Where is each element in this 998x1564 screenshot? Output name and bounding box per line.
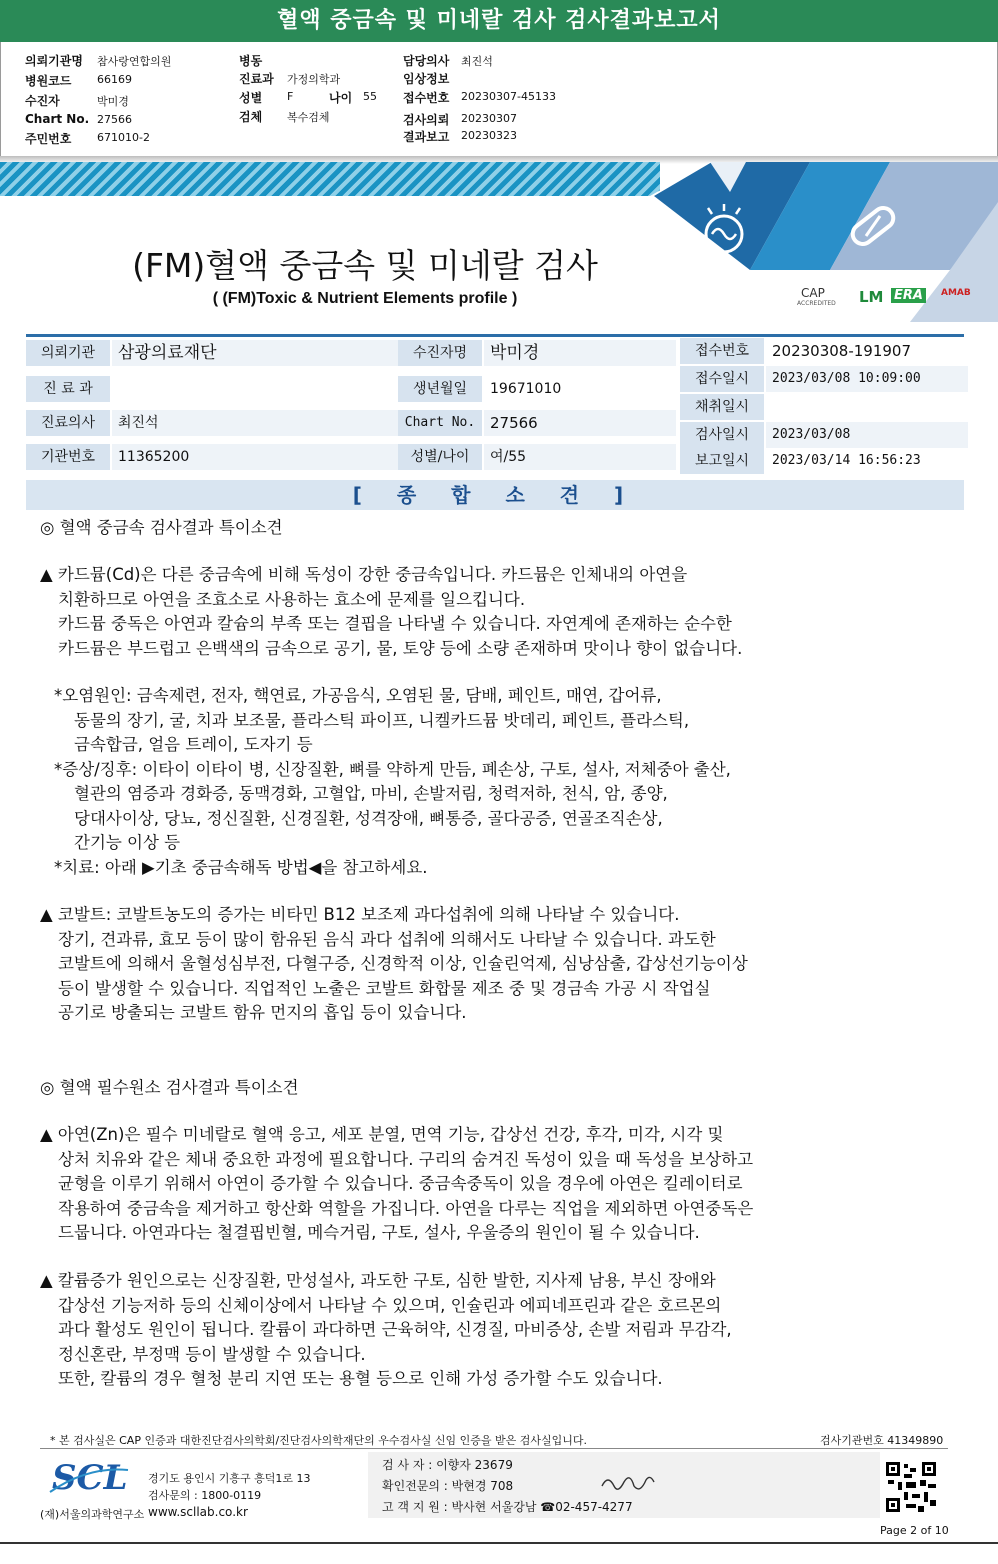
qr-code-icon [884, 1460, 938, 1514]
label-test-date: 검사일시 [680, 422, 764, 448]
top-value: 20230323 [461, 129, 517, 142]
top-label: 진료과 [239, 72, 274, 86]
org-name: (재)서울의과학연구소 [40, 1508, 145, 1521]
potassium-paragraph [40, 1269, 940, 1392]
summary-heading: [ 종 합 소 견 ] [26, 480, 964, 510]
signature-icon [598, 1470, 658, 1496]
text-line: 정신혼란, 부정맥 등이 발생할 수 있습니다. [58, 1344, 366, 1364]
report-banner-title: 혈액 중금속 및 미네랄 검사 검사결과보고서 [0, 0, 998, 42]
text-line: 공기로 방출되는 코발트 함유 먼지의 흡입 등이 있습니다. [58, 1003, 467, 1022]
text-line: ▲ 코발트: 코발트농도의 증가는 비타민 B12 보조제 과다섭취에 의해 나타날 수 있습니다. [40, 905, 680, 924]
value-birth: 19671010 [484, 376, 676, 402]
label-sex-age: 성별/나이 [398, 444, 482, 470]
text-line: 간기능 이상 등 [74, 833, 181, 852]
text-line: 카드뮴 중독은 아연과 칼슘의 부족 또는 결핍을 나타낼 수 있습니다. 자연계에 존재하는 순수한 [58, 614, 732, 633]
era-logo: ERA [891, 288, 926, 303]
value-doctor: 최진석 [112, 410, 398, 436]
text-line: 드뭅니다. 아연과다는 철결핍빈혈, 메슥거림, 구토, 설사, 우울증의 원인이 될 수 있습니다. [58, 1223, 700, 1242]
top-value: 55 [363, 90, 377, 103]
top-label: 성별 [239, 91, 263, 105]
text-line: 코발트에 의해서 울혈성심부전, 다혈구증, 신경학적 이상, 인슐린억제, 심낭삼출, 갑상선기능이상 [58, 954, 748, 973]
text-line: 갑상선 기능저하 등의 신체이상에서 나타날 수 있으며, 인슐린과 에피네프린과 같은 호르몬의 [58, 1295, 722, 1315]
top-label: 임상정보 [403, 72, 450, 86]
text-line: 과다 활성도 원인이 됩니다. 칼륨이 과다하면 근육허약, 신경질, 마비증상, 손발 저림과 무감각, [58, 1320, 732, 1339]
value-test-date: 2023/03/08 [766, 422, 968, 448]
value-receipt-no: 20230308-191907 [766, 338, 968, 364]
inquiry-phone: 검사문의 : 1800-0119 [148, 1489, 262, 1502]
top-label: Chart No. [25, 112, 90, 126]
label-name: 수진자명 [398, 340, 482, 366]
text-line: 장기, 견과류, 효모 등이 많이 함유된 음식 과다 섭취에 의해서도 나타날 수 있습니다. 과도한 [58, 929, 716, 949]
cadmium-paragraph [40, 563, 940, 661]
top-value: 가정의학과 [287, 73, 341, 86]
website-link[interactable]: www.scllab.co.kr [148, 1505, 248, 1519]
text-line: ▲ 칼륨증가 원인으로는 신장질환, 만성설사, 과도한 구토, 심한 발한, 지사제 남용, 부신 장애와 [40, 1271, 716, 1290]
decorative-stripe-band [0, 162, 660, 196]
top-label: 병동 [239, 54, 263, 68]
label-receipt-no: 접수번호 [680, 338, 764, 364]
cadmium-detail [54, 684, 954, 880]
org-address: 경기도 용인시 기흥구 흥덕1로 13 [148, 1472, 311, 1485]
cap-logo: CAP [801, 286, 825, 300]
value-report-date: 2023/03/14 16:56:23 [766, 448, 968, 474]
tester: 검 사 자 : 이향자 23679 [382, 1458, 513, 1472]
top-value: 복수검체 [287, 111, 330, 124]
top-value: 최진석 [461, 55, 493, 68]
label-chart: Chart No. [398, 410, 482, 436]
top-value: 참사랑연합의원 [97, 55, 172, 68]
label-institution: 의뢰기관 [26, 340, 110, 366]
value-sex-age: 여/55 [484, 444, 676, 470]
text-line: *증상/징후: 이타이 이타이 병, 신장질환, 뼈를 약하게 만듬, 폐손상, 구토, 설사, 저체중아 출산, [54, 759, 731, 779]
lab-code: 검사기관번호 41349890 [820, 1434, 944, 1447]
top-value: 박미경 [97, 95, 129, 108]
top-label: 병원코드 [25, 74, 72, 88]
text-line: ▲ 카드뮴(Cd)은 다른 중금속에 비해 독성이 강한 중금속입니다. 카드뮴은 인체내의 아연을 [40, 565, 688, 584]
lm-logo: LM [859, 288, 884, 306]
value-name: 박미경 [484, 340, 676, 366]
label-inst-no: 기관번호 [26, 444, 110, 470]
text-line: 카드뮴은 부드럽고 은백색의 금속으로 공기, 물, 토양 등에 소량 존재하며 맛이나 향이 없습니다. [58, 638, 743, 658]
value-collect-date [766, 394, 968, 420]
text-line: ▲ 아연(Zn)은 필수 미네랄로 혈액 응고, 세포 분열, 면역 기능, 갑상선 건강, 후각, 미각, 시각 및 [40, 1125, 724, 1144]
top-value: 671010-2 [97, 131, 150, 144]
page-number: Page 2 of 10 [880, 1524, 949, 1537]
text-line: 금속합금, 얼음 트레이, 도자기 등 [74, 735, 313, 754]
top-label: 검체 [239, 110, 263, 124]
footer-rule [40, 1448, 948, 1449]
page-title: (FM)혈액 중금속 및 미네랄 검사 [132, 246, 598, 285]
text-line: *오염원인: 금속제련, 전자, 핵연료, 가공음식, 오염된 물, 담배, 페인트, 매연, 갑어류, [54, 686, 662, 705]
text-line: 혈관의 염증과 경화증, 동맥경화, 고혈압, 마비, 손발저림, 청력저하, 천식, 암, 종양, [74, 784, 668, 803]
top-label: 수진자 [25, 94, 60, 108]
label-doctor: 진료의사 [26, 410, 110, 436]
section-essential-elements-title: ◎ 혈액 필수원소 검사결과 특이소견 [40, 1078, 299, 1097]
top-label: 담당의사 [403, 54, 450, 68]
top-label: 주민번호 [25, 132, 72, 146]
value-dept [112, 376, 398, 402]
page-subtitle: ( (FM)Toxic & Nutrient Elements profile ) [212, 290, 518, 307]
top-label: 결과보고 [403, 130, 450, 144]
text-line: *치료: 아래 ▶기초 중금속해독 방법◀을 참고하세요. [54, 857, 428, 877]
text-line: 또한, 칼륨의 경우 혈청 분리 지연 또는 용혈 등으로 인해 가성 증가할 수도 있습니다. [58, 1369, 663, 1388]
label-collect-date: 채취일시 [680, 394, 764, 420]
label-receipt-date: 접수일시 [680, 366, 764, 392]
amab-logo: AMAB [941, 288, 971, 298]
value-chart: 27566 [484, 410, 676, 436]
value-institution: 삼광의료재단 [112, 340, 398, 366]
text-line: 상처 치유와 같은 체내 중요한 과정에 필요합니다. 구리의 숨겨진 독성이 있을 때 독성을 보상하고 [58, 1149, 754, 1169]
accreditation-logos [795, 284, 995, 314]
text-line: 당대사이상, 당뇨, 정신질환, 신경질환, 성격장애, 뼈통증, 골다공증, 연골조직손상, [74, 808, 663, 828]
label-dept: 진 료 과 [26, 376, 110, 402]
zinc-paragraph [40, 1123, 940, 1246]
label-report-date: 보고일시 [680, 448, 764, 474]
scl-logo-swoosh [48, 1462, 130, 1502]
top-label: 나이 [329, 91, 353, 105]
text-line: 동물의 장기, 굴, 치과 보조물, 플라스틱 파이프, 니켈카드뮴 밧데리, 페인트, 플라스틱, [74, 710, 690, 730]
accreditation-note: * 본 검사실은 CAP 인증과 대한진단검사의학회/진단검사의학재단의 우수검사실 신임 인증을 받은 검사실입니다. [50, 1434, 588, 1447]
top-value: 20230307 [461, 112, 517, 125]
bottom-rule [0, 1542, 998, 1544]
text-line: 치환하므로 아연을 조효소로 사용하는 효소에 문제를 일으킵니다. [58, 589, 526, 609]
top-value: F [287, 90, 294, 103]
table-top-rule [26, 334, 964, 337]
cap-accredited-text: ACCREDITED [797, 300, 836, 307]
value-receipt-date: 2023/03/08 10:09:00 [766, 366, 968, 392]
top-value: 27566 [97, 113, 132, 126]
signature-box [368, 1452, 880, 1518]
scl-logo: SCL [52, 1458, 128, 1498]
top-label: 검사의뢰 [403, 113, 450, 127]
top-label: 접수번호 [403, 91, 450, 105]
cobalt-paragraph [40, 903, 940, 1026]
top-label: 의뢰기관명 [25, 54, 83, 68]
value-inst-no: 11365200 [112, 444, 398, 470]
section-heavy-metals-title: ◎ 혈액 중금속 검사결과 특이소견 [40, 518, 283, 537]
specialist: 확인전문의 : 박현경 708 [382, 1479, 514, 1493]
top-value: 66169 [97, 73, 132, 86]
label-birth: 생년월일 [398, 376, 482, 402]
text-line: 작용하여 중금속을 제거하고 항산화 역할을 가집니다. 아연을 다루는 직업을 제외하면 아연중독은 [58, 1198, 754, 1218]
customer-support: 고 객 지 원 : 박사현 서울강남 ☎02-457-4277 [382, 1500, 633, 1514]
top-info-panel [0, 42, 998, 157]
text-line: 등이 발생할 수 있습니다. 직업적인 노출은 코발트 화합물 제조 중 및 경금속 가공 시 작업실 [58, 978, 711, 998]
text-line: 균형을 이루기 위해서 아연이 증가할 수 있습니다. 중금속중독이 있을 경우에 아연은 킬레이터로 [58, 1174, 743, 1193]
top-value: 20230307-45133 [461, 90, 556, 103]
